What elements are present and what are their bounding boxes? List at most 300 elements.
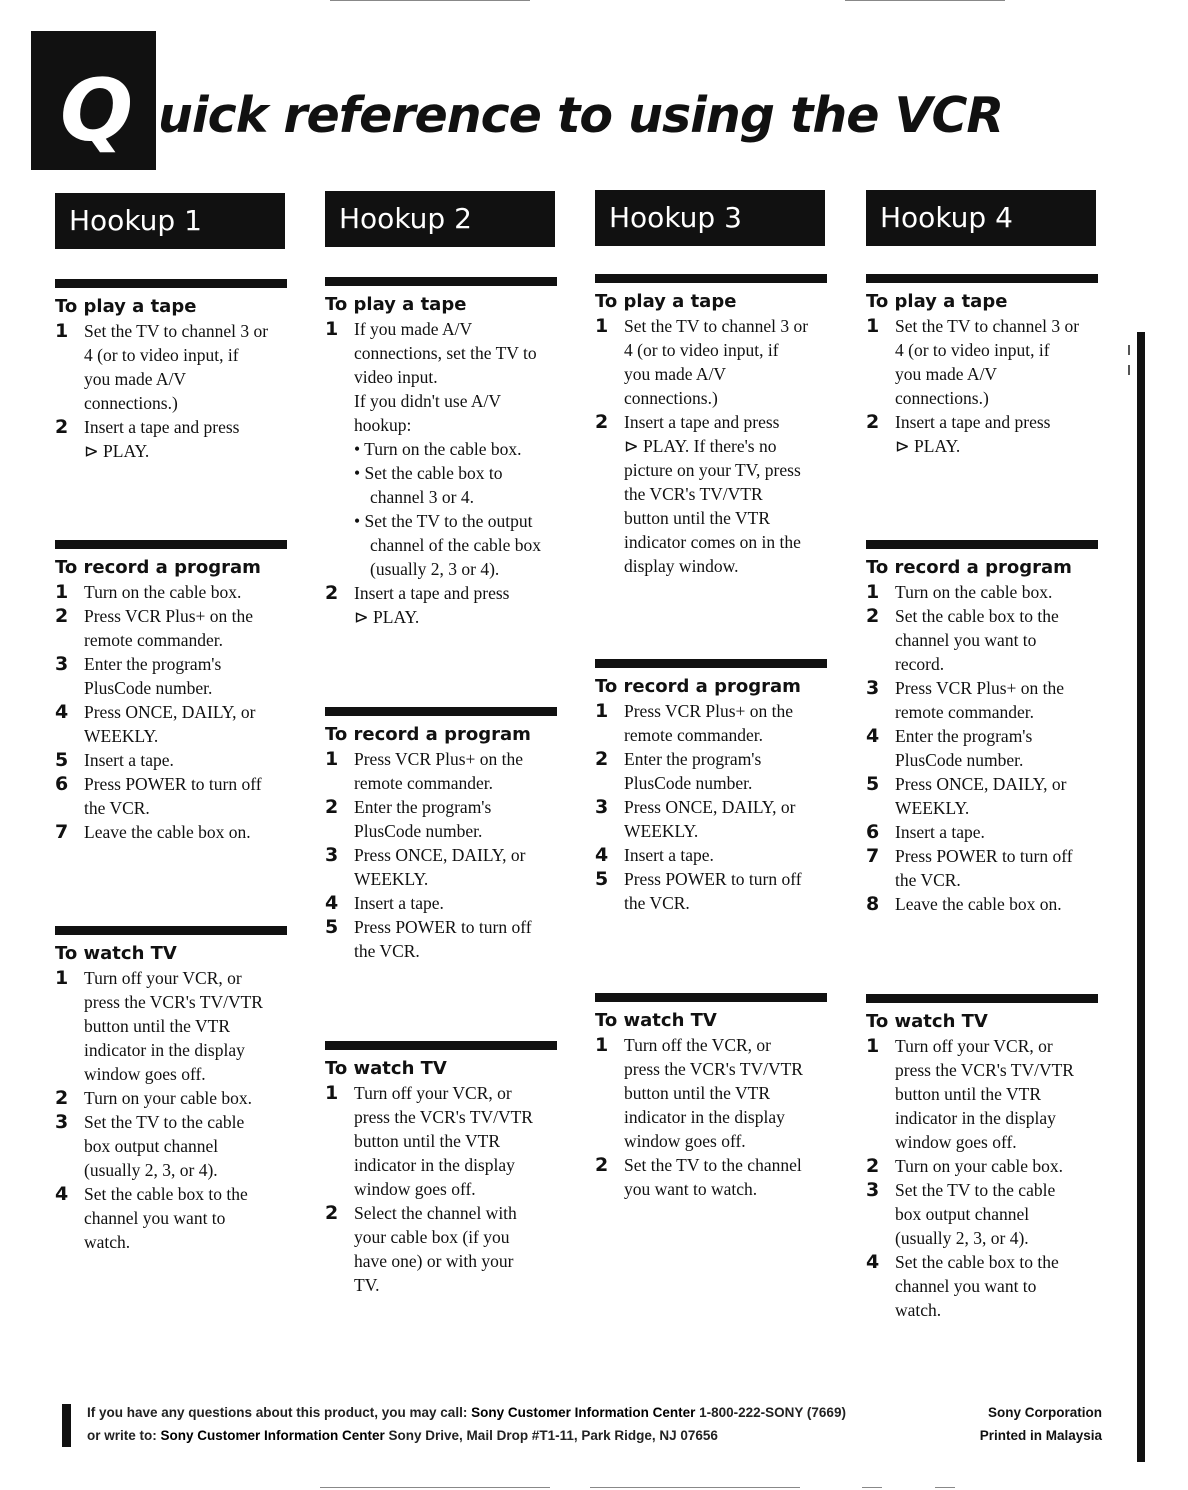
section — [325, 1041, 575, 1297]
section — [595, 274, 845, 578]
step-text — [354, 1081, 575, 1201]
step-line: display window. — [624, 556, 739, 576]
step — [595, 410, 845, 578]
step — [595, 795, 845, 843]
step-line: press the VCR's TV/VTR — [895, 1060, 1074, 1080]
step-line: 4 (or to video input, if — [895, 340, 1050, 360]
step — [866, 1154, 1116, 1178]
step-line: connections.) — [624, 388, 718, 408]
section-rule — [595, 274, 827, 283]
step-line: Leave the cable box on. — [895, 894, 1062, 914]
step — [55, 580, 305, 604]
section-title: To play a tape — [595, 291, 737, 312]
step — [55, 1182, 305, 1254]
step-number: 4 — [325, 892, 339, 914]
step-line: channel of the cable box — [370, 535, 542, 555]
section — [325, 277, 575, 629]
step — [325, 317, 575, 581]
hookup-header: Hookup 1 — [55, 193, 285, 249]
step-line: Turn off the VCR, or — [624, 1035, 771, 1055]
step-number: 4 — [866, 1251, 880, 1273]
step — [866, 1034, 1116, 1154]
step — [595, 699, 845, 747]
step-line: Press ONCE, DAILY, or — [84, 702, 256, 722]
step-text — [84, 580, 305, 604]
step-line: press the VCR's TV/VTR — [354, 1107, 533, 1127]
step-line: • Turn on the cable box. — [354, 439, 522, 459]
step-number: 5 — [866, 773, 880, 795]
bottom-edge-mark — [935, 1487, 955, 1488]
step-line: Turn on your cable box. — [84, 1088, 253, 1108]
step-line: record. — [895, 654, 945, 674]
step — [866, 580, 1116, 604]
step-line: window goes off. — [895, 1132, 1017, 1152]
step-line: you made A/V — [895, 364, 998, 384]
section-title: To record a program — [55, 557, 261, 578]
step-line: WEEKLY. — [84, 726, 159, 746]
step-number: 5 — [595, 868, 609, 890]
step-number: 4 — [595, 844, 609, 866]
top-edge-mark — [330, 0, 530, 1]
step-line: channel you want to — [895, 1276, 1037, 1296]
section-title: To watch TV — [866, 1011, 988, 1032]
section — [866, 540, 1116, 916]
step-text — [354, 843, 575, 891]
step-line: button until the VTR — [895, 1084, 1041, 1104]
step — [595, 314, 845, 410]
step-line: remote commander. — [895, 702, 1034, 722]
step-line: Press VCR Plus+ on the — [624, 701, 794, 721]
step-text — [895, 580, 1116, 604]
step-line: indicator in the display — [624, 1107, 785, 1127]
step-line: watch. — [84, 1232, 131, 1252]
step-number: 1 — [595, 315, 609, 337]
section — [866, 994, 1116, 1322]
section-rule — [55, 926, 287, 935]
step-line: Insert a tape and press — [624, 412, 780, 432]
bottom-edge-mark — [862, 1487, 882, 1488]
step-line: indicator in the display — [354, 1155, 515, 1175]
step — [325, 747, 575, 795]
step-text — [895, 820, 1116, 844]
printed-in: Printed in Malaysia — [979, 1428, 1102, 1443]
step-line: Press POWER to turn off — [354, 917, 532, 937]
step-line: WEEKLY. — [895, 798, 970, 818]
step — [866, 604, 1116, 676]
step-line: hookup: — [354, 415, 412, 435]
footer-line1-suffix: 1-800-222-SONY (7669) — [695, 1405, 846, 1420]
step-line: indicator comes on in the — [624, 532, 801, 552]
step-number: 7 — [866, 845, 880, 867]
edge-tick — [1128, 365, 1130, 375]
step — [325, 1081, 575, 1201]
step-text — [354, 317, 575, 581]
section-rule — [866, 274, 1098, 283]
step-line: Press VCR Plus+ on the — [895, 678, 1065, 698]
step-number: 2 — [55, 416, 69, 438]
step-text — [84, 700, 305, 748]
step-line: Set the TV to channel 3 or — [895, 316, 1080, 336]
section-title: To play a tape — [55, 296, 197, 317]
step-text — [84, 748, 305, 772]
step-text — [624, 867, 845, 915]
hookup-header: Hookup 3 — [595, 190, 825, 246]
step-number: 3 — [866, 1179, 880, 1201]
step-line: Press POWER to turn off — [84, 774, 262, 794]
footer-company — [980, 1401, 1102, 1447]
top-edge-mark — [845, 0, 1005, 1]
footer-contact — [87, 1401, 846, 1447]
section-title: To play a tape — [325, 294, 467, 315]
step-text — [895, 844, 1116, 892]
step-line: press the VCR's TV/VTR — [84, 992, 263, 1012]
footer-line2-prefix: or write to: — [87, 1428, 161, 1443]
footer-line2-suffix: Sony Drive, Mail Drop #T1-11, Park Ridge, NJ 07656 — [384, 1428, 718, 1443]
step-line: window goes off. — [354, 1179, 476, 1199]
section-title: To record a program — [866, 557, 1072, 578]
step-line: Enter the program's — [624, 749, 762, 769]
step-line: WEEKLY. — [624, 821, 699, 841]
step — [595, 867, 845, 915]
footer-line1-bold: Sony Customer Information Center — [471, 1405, 696, 1420]
step-number: 2 — [866, 605, 880, 627]
step-line: Select the channel with — [354, 1203, 517, 1223]
section-title: To record a program — [325, 724, 531, 745]
step-number: 6 — [866, 821, 880, 843]
step-line: connections.) — [84, 393, 178, 413]
footer-line1-prefix: If you have any questions about this product, you may call: — [87, 1405, 472, 1420]
step-text — [354, 747, 575, 795]
hookup-header: Hookup 2 — [325, 191, 555, 247]
step-line: ⊳ PLAY. If there's no — [624, 436, 777, 456]
step-text — [624, 795, 845, 843]
step — [55, 748, 305, 772]
step-line: the VCR. — [624, 893, 690, 913]
step — [55, 1110, 305, 1182]
step-text — [84, 966, 305, 1086]
step-line: • Set the cable box to — [354, 463, 503, 483]
step — [595, 1033, 845, 1153]
step-line: Set the TV to channel 3 or — [84, 321, 269, 341]
step-text — [624, 314, 845, 410]
step — [325, 891, 575, 915]
step-line: video input. — [354, 367, 438, 387]
section-rule — [55, 279, 287, 288]
step-line: Insert a tape. — [624, 845, 714, 865]
step-number: 7 — [55, 821, 69, 843]
step-line: Enter the program's — [84, 654, 222, 674]
step-line: Insert a tape. — [84, 750, 174, 770]
step-line: Press VCR Plus+ on the — [84, 606, 254, 626]
step-line: connections, set the TV to — [354, 343, 537, 363]
step-number: 2 — [595, 748, 609, 770]
step-line: indicator in the display — [895, 1108, 1056, 1128]
step — [866, 892, 1116, 916]
step-line: button until the VTR — [84, 1016, 230, 1036]
step-text — [84, 652, 305, 700]
step — [325, 915, 575, 963]
step — [325, 795, 575, 843]
section-rule — [325, 277, 557, 286]
step-number: 2 — [325, 582, 339, 604]
step-text — [624, 1033, 845, 1153]
step-text — [895, 676, 1116, 724]
step-line: button until the VTR — [354, 1131, 500, 1151]
step-line: channel you want to — [895, 630, 1037, 650]
section — [55, 540, 305, 844]
bottom-edge-mark — [320, 1487, 550, 1488]
section-rule — [595, 993, 827, 1002]
step — [866, 314, 1116, 410]
step-number: 1 — [55, 581, 69, 603]
step-line: button until the VTR — [624, 1083, 770, 1103]
step-number: 4 — [866, 725, 880, 747]
step-text — [354, 581, 575, 629]
step-text — [895, 772, 1116, 820]
step-number: 1 — [866, 1035, 880, 1057]
section-rule — [866, 540, 1098, 549]
step-line: Set the cable box to the — [895, 606, 1059, 626]
page-title: uick reference to using the VCR — [158, 87, 1004, 144]
step-line: (usually 2, 3, or 4). — [84, 1160, 218, 1180]
step — [595, 843, 845, 867]
step-line: you made A/V — [84, 369, 187, 389]
step-line: remote commander. — [624, 725, 763, 745]
footer-line2-bold: Sony Customer Information Center — [160, 1428, 385, 1443]
step — [595, 747, 845, 795]
step-text — [895, 892, 1116, 916]
step-line: you want to watch. — [624, 1179, 758, 1199]
step-line: PlusCode number. — [354, 821, 483, 841]
step-line: Turn off your VCR, or — [84, 968, 242, 988]
step-line: PlusCode number. — [624, 773, 753, 793]
step-number: 5 — [325, 916, 339, 938]
step-text — [895, 410, 1116, 458]
step-line: ⊳ PLAY. — [84, 441, 150, 461]
step-number: 2 — [595, 1154, 609, 1176]
step-line: watch. — [895, 1300, 942, 1320]
step-text — [895, 1178, 1116, 1250]
section-rule — [866, 994, 1098, 1003]
step-line: (usually 2, 3 or 4). — [370, 559, 500, 579]
step — [866, 772, 1116, 820]
step-text — [895, 1154, 1116, 1178]
step-number: 2 — [325, 796, 339, 818]
step-line: you made A/V — [624, 364, 727, 384]
section-rule — [325, 707, 557, 716]
step-line: Insert a tape. — [895, 822, 985, 842]
step-text — [84, 1110, 305, 1182]
step-number: 2 — [866, 411, 880, 433]
step-text — [895, 1250, 1116, 1322]
step-line: Turn off your VCR, or — [354, 1083, 512, 1103]
step-line: TV. — [354, 1275, 380, 1295]
step-line: (usually 2, 3, or 4). — [895, 1228, 1029, 1248]
step — [325, 843, 575, 891]
step-number: 2 — [595, 411, 609, 433]
step-number: 2 — [55, 605, 69, 627]
step-line: indicator in the display — [84, 1040, 245, 1060]
step-number: 3 — [866, 677, 880, 699]
step-line: your cable box (if you — [354, 1227, 510, 1247]
step-line: Turn on the cable box. — [84, 582, 242, 602]
step-number: 6 — [55, 773, 69, 795]
step-line: Set the cable box to the — [895, 1252, 1059, 1272]
bottom-edge-mark — [590, 1487, 800, 1488]
step-text — [895, 1034, 1116, 1154]
step-number: 1 — [55, 320, 69, 342]
step-text — [354, 891, 575, 915]
step-line: press the VCR's TV/VTR — [624, 1059, 803, 1079]
step-line: If you didn't use A/V — [354, 391, 502, 411]
step-line: Press ONCE, DAILY, or — [895, 774, 1067, 794]
step — [595, 1153, 845, 1201]
step — [866, 844, 1116, 892]
step-text — [84, 415, 305, 463]
step-number: 1 — [325, 1082, 339, 1104]
step-number: 1 — [595, 700, 609, 722]
step-number: 2 — [55, 1087, 69, 1109]
step-line: remote commander. — [84, 630, 223, 650]
step-line: Set the TV to the cable — [84, 1112, 245, 1132]
section-rule — [325, 1041, 557, 1050]
step-text — [84, 319, 305, 415]
step-line: channel you want to — [84, 1208, 226, 1228]
step — [55, 966, 305, 1086]
step-line: Press POWER to turn off — [895, 846, 1073, 866]
step-number: 1 — [325, 748, 339, 770]
step-line: connections.) — [895, 388, 989, 408]
step-text — [624, 747, 845, 795]
section — [325, 707, 575, 963]
step — [866, 724, 1116, 772]
step-line: Enter the program's — [895, 726, 1033, 746]
step — [866, 820, 1116, 844]
step-text — [84, 1086, 305, 1110]
step — [325, 1201, 575, 1297]
step-line: Set the TV to channel 3 or — [624, 316, 809, 336]
section — [55, 279, 305, 463]
page-edge-bar — [1137, 332, 1145, 1462]
section-rule — [595, 659, 827, 668]
step-line: Set the TV to the channel — [624, 1155, 802, 1175]
step-text — [354, 915, 575, 963]
step — [866, 676, 1116, 724]
section — [595, 659, 845, 915]
step-text — [895, 314, 1116, 410]
step-line: Insert a tape and press — [895, 412, 1051, 432]
step-number: 3 — [55, 653, 69, 675]
step — [325, 581, 575, 629]
step-line: Turn on your cable box. — [895, 1156, 1064, 1176]
step-text — [84, 604, 305, 652]
step-line: Insert a tape. — [354, 893, 444, 913]
step-line: the VCR's TV/VTR — [624, 484, 763, 504]
step-number: 1 — [866, 581, 880, 603]
step-line: Press ONCE, DAILY, or — [354, 845, 526, 865]
step-number: 8 — [866, 893, 880, 915]
step-line: Set the TV to the cable — [895, 1180, 1056, 1200]
step-line: Insert a tape and press — [354, 583, 510, 603]
step-line: PlusCode number. — [84, 678, 213, 698]
section — [866, 274, 1116, 458]
section-rule — [55, 540, 287, 549]
step-text — [354, 1201, 575, 1297]
step-line: remote commander. — [354, 773, 493, 793]
section — [55, 926, 305, 1254]
step-line: If you made A/V — [354, 319, 473, 339]
step-number: 3 — [325, 844, 339, 866]
step-number: 1 — [55, 967, 69, 989]
hookup-header: Hookup 4 — [866, 190, 1096, 246]
step-text — [84, 1182, 305, 1254]
step — [55, 820, 305, 844]
step-line: window goes off. — [84, 1064, 206, 1084]
step — [866, 1178, 1116, 1250]
step-text — [624, 843, 845, 867]
company-name: Sony Corporation — [988, 1405, 1102, 1420]
title-q-letter: Q — [60, 61, 134, 161]
step — [55, 415, 305, 463]
step-line: Enter the program's — [354, 797, 492, 817]
step — [55, 1086, 305, 1110]
step-text — [84, 772, 305, 820]
step-line: 4 (or to video input, if — [624, 340, 779, 360]
step-line: PlusCode number. — [895, 750, 1024, 770]
step — [866, 1250, 1116, 1322]
step — [55, 700, 305, 748]
step-line: button until the VTR — [624, 508, 770, 528]
step — [55, 319, 305, 415]
step-text — [84, 820, 305, 844]
step-text — [624, 410, 845, 578]
step — [55, 604, 305, 652]
step-line: channel 3 or 4. — [370, 487, 474, 507]
step-line: • Set the TV to the output — [354, 511, 533, 531]
footer-marker — [62, 1404, 71, 1447]
step-line: Turn on the cable box. — [895, 582, 1053, 602]
step-number: 4 — [55, 701, 69, 723]
step-text — [624, 1153, 845, 1201]
step-number: 2 — [325, 1202, 339, 1224]
step-line: Press ONCE, DAILY, or — [624, 797, 796, 817]
step-line: 4 (or to video input, if — [84, 345, 239, 365]
edge-tick — [1128, 345, 1130, 355]
section-title: To watch TV — [325, 1058, 447, 1079]
step-text — [895, 724, 1116, 772]
step-line: Set the cable box to the — [84, 1184, 248, 1204]
step — [866, 410, 1116, 458]
step — [55, 652, 305, 700]
section-title: To watch TV — [595, 1010, 717, 1031]
section — [595, 993, 845, 1201]
step-line: the VCR. — [84, 798, 150, 818]
step-line: Turn off your VCR, or — [895, 1036, 1053, 1056]
step-line: the VCR. — [354, 941, 420, 961]
step-number: 1 — [595, 1034, 609, 1056]
step-line: ⊳ PLAY. — [354, 607, 420, 627]
step-text — [895, 604, 1116, 676]
step-number: 3 — [595, 796, 609, 818]
section-title: To watch TV — [55, 943, 177, 964]
step-line: Press POWER to turn off — [624, 869, 802, 889]
step-text — [624, 699, 845, 747]
step-number: 2 — [866, 1155, 880, 1177]
step-line: have one) or with your — [354, 1251, 514, 1271]
step-number: 5 — [55, 749, 69, 771]
step-number: 1 — [325, 318, 339, 340]
step-line: Insert a tape and press — [84, 417, 240, 437]
